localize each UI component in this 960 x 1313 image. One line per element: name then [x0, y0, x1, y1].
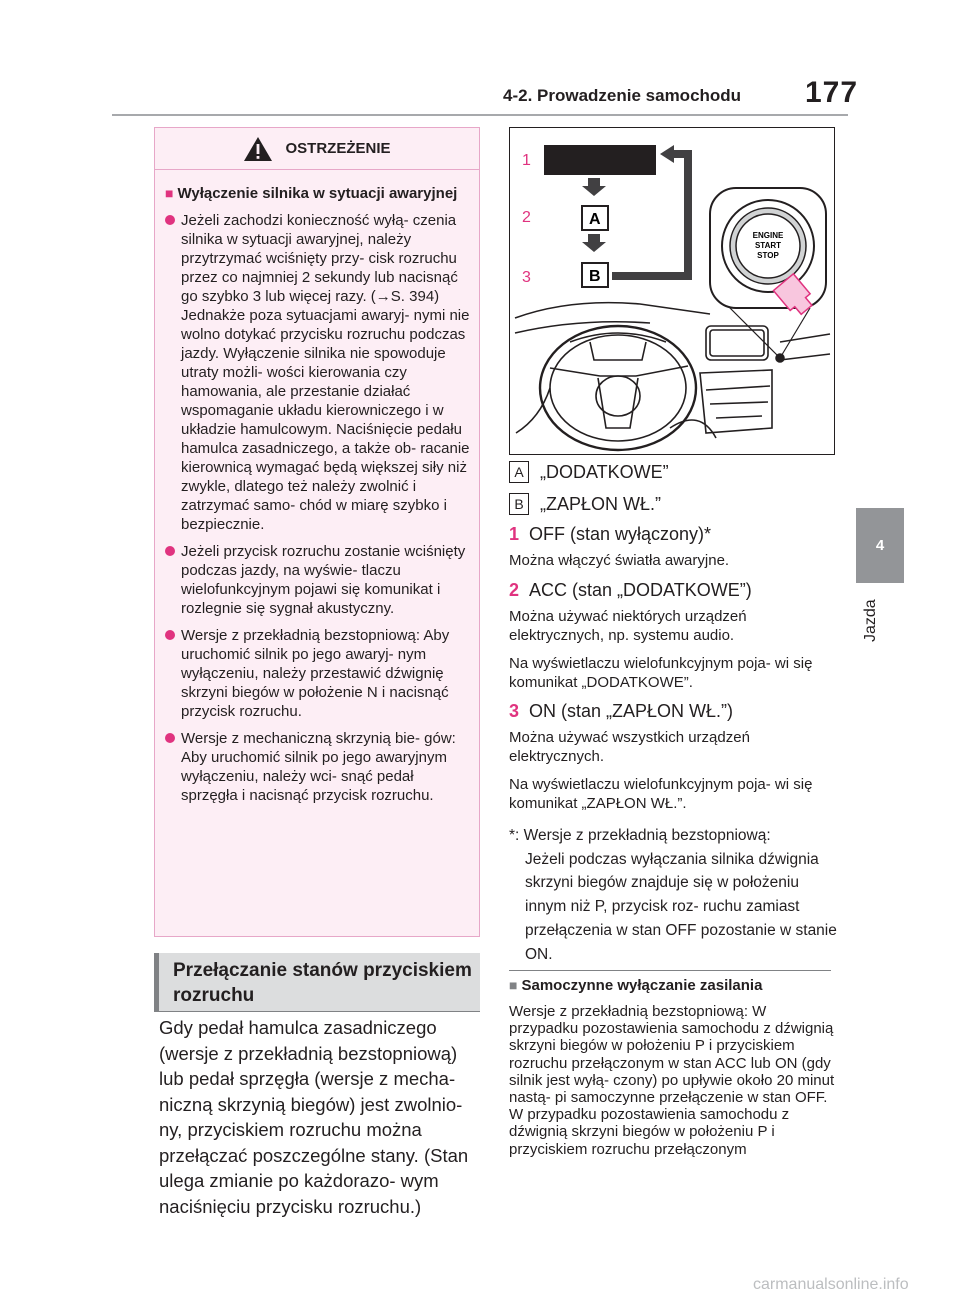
footnote: [509, 824, 839, 966]
square-bullet-icon: ■: [165, 185, 174, 201]
state-number: 2: [509, 580, 520, 600]
state-text: Na wyświetlaczu wielofunkcyjnym poja- wi się komunikat „ZAPŁON WŁ.”.: [509, 776, 813, 812]
warning-bullet: Jeżeli zachodzi konieczność wyłą- czenia silnika w sytuacji awaryjnej, należy przytrzymać wciśnięty przy- cisk rozruchu przez co najmniej 2 sekundy lub nacisnąć go szybko 3 lub więcej razy. (→S. 394): [165, 211, 471, 306]
section-rule: [154, 1011, 480, 1012]
warning-header: [155, 128, 479, 170]
legend-text: „ZAPŁON WŁ.”: [540, 493, 662, 514]
bullet-dot-icon: [165, 546, 175, 556]
legend-text: „DODATKOWE”: [540, 461, 669, 482]
section-intro: Gdy pedał hamulca zasadniczego (wersje z przekładnią bezstopniową) lub pedał sprzęgła (wersje z mecha- niczną skrzynią biegów) jest zwolnio- ny, przyciskiem rozruchu można przełączać poszczególne stany. (Stan ulega zmianie po każdorazo- wym naciśnięciu przycisku rozruchu.): [159, 1017, 469, 1217]
state-number: 3: [509, 701, 520, 721]
warning-triangle-icon: [243, 136, 273, 162]
state-number: 1: [509, 524, 520, 544]
step-number: 2: [522, 209, 531, 226]
auto-off-heading: ■ Samoczynne wyłączanie zasilania: [509, 977, 763, 994]
state-text: Można używać niektórych urządzeń elektrycznych, np. systemu audio.: [509, 608, 747, 644]
state-box-b-label: B: [589, 268, 601, 285]
legend-key: A: [509, 461, 529, 483]
step-number: 1: [522, 152, 531, 169]
warning-subtitle: ■ Wyłączenie silnika w sytuacji awaryjnej: [165, 185, 458, 202]
bullet-dot-icon: [165, 630, 175, 640]
state-heading-on: 3 ON (stan „ZAPŁON WŁ.”): [509, 701, 734, 721]
warning-title: OSTRZEŻENIE: [285, 140, 391, 157]
down-arrow-icon: [582, 234, 606, 252]
section-heading: Przełączanie stanów przyciskiem rozruchu: [154, 953, 480, 1011]
down-arrow-icon: [582, 178, 606, 196]
start-button-illustration: [509, 127, 835, 455]
bullet-dot-icon: [165, 733, 175, 743]
square-bullet-icon: ■: [509, 977, 518, 993]
state-box-a-label: A: [589, 211, 601, 228]
step-number: 3: [522, 269, 531, 286]
left-arrow-icon: [660, 145, 674, 163]
button-label-stop: STOP: [757, 251, 779, 260]
warning-bullet: Wersje z mechaniczną skrzynią bie- gów: Aby uruchomić silnik po jego awaryjnym wyłączeniu, należy wci- snąć pedał sprzęgła i nacisnąć przycisk rozruchu.: [165, 729, 471, 805]
button-label-start: START: [754, 241, 782, 250]
watermark: carmanualsonline.info: [753, 1276, 909, 1293]
legend-item-a: [509, 461, 669, 483]
footnote-body: Jeżeli podczas wyłączania silnika dźwignia skrzyni biegów znajduje się w położeniu innym niż P, przycisk roz- ruchu zamiast przełączenia w stan OFF pozostanie w stanie ON.: [525, 850, 837, 963]
bullet-dot-icon: [165, 215, 175, 225]
state-bar-off: [544, 145, 656, 175]
footnote-lead: *: Wersje z przekładnią bezstopniową:: [509, 827, 771, 844]
chapter-tab: 4: [856, 508, 904, 583]
page-number: 177: [805, 76, 859, 109]
state-text: Można włączyć światła awaryjne.: [509, 552, 730, 569]
warning-bullet: Wersje z przekładnią bezstopniową: Aby uruchomić silnik po jego awaryj- nym wyłączeniu, należy przestawić dźwignię skrzyni biegów w położenie N i nacisnąć przycisk rozruchu.: [165, 626, 471, 721]
auto-off-body: Wersje z przekładnią bezstopniową: W przypadku pozostawienia samochodu z dźwignią skrzyni biegów w położeniu P i przyciskiem rozruchu przełączonym w stan ACC lub ON (gdy silnik jest wyłą- czony) po upływie około 20 minut nastą- pi samoczynne przełączenie w stan OFF. W przypadku pozostawienia samochodu z dźwignią skrzyni biegów w położeniu P i przyciskiem rozruchu przełączonym: [509, 1003, 835, 1158]
state-text: Można używać wszystkich urządzeń elektrycznych.: [509, 729, 750, 765]
warning-bullet: Jeżeli przycisk rozruchu zostanie wciśnięty podczas jazdy, na wyświe- tlaczu wielofunkcyjnym pojawi się komunikat i rozlegnie się sygnał akustyczny.: [165, 542, 471, 618]
warning-box: [154, 127, 480, 937]
state-heading-acc: 2 ACC (stan „DODATKOWE”): [509, 580, 752, 600]
header-rule: [112, 114, 848, 116]
header-section-title: 4-2. Prowadzenie samochodu: [503, 86, 742, 105]
legend-item-b: [509, 493, 661, 515]
auto-off-rule: [509, 970, 831, 971]
state-text: Na wyświetlaczu wielofunkcyjnym poja- wi się komunikat „DODATKOWE”.: [509, 655, 813, 691]
state-diagram: [522, 145, 688, 287]
illustration-svg: [510, 128, 834, 454]
chapter-label: Jazda: [862, 599, 879, 642]
state-heading-off: 1 OFF (stan wyłączony)*: [509, 524, 712, 544]
warning-bullet-continuation: Jednakże poza sytuacjami awaryj- nymi nie wolno dotykać przycisku rozruchu podczas jazdy. Wyłączenie silnika nie spowoduje utraty możli- wości kierowania czy hamowania, ale przestanie działać wspomaganie układu kierowniczego i w układzie hamulcowym. Naciśnięcie pedału hamulca zasadniczego, a także ob- racanie kierownicą wymagać będą większej siły niż zwykle, dlatego też należy zwolnić i zatrzymać samo- chód w miarę szybko i bezpiecznie.: [181, 307, 470, 533]
dashboard-drawing: [515, 303, 830, 450]
legend-key: B: [509, 493, 529, 515]
button-label-engine: ENGINE: [752, 231, 784, 240]
